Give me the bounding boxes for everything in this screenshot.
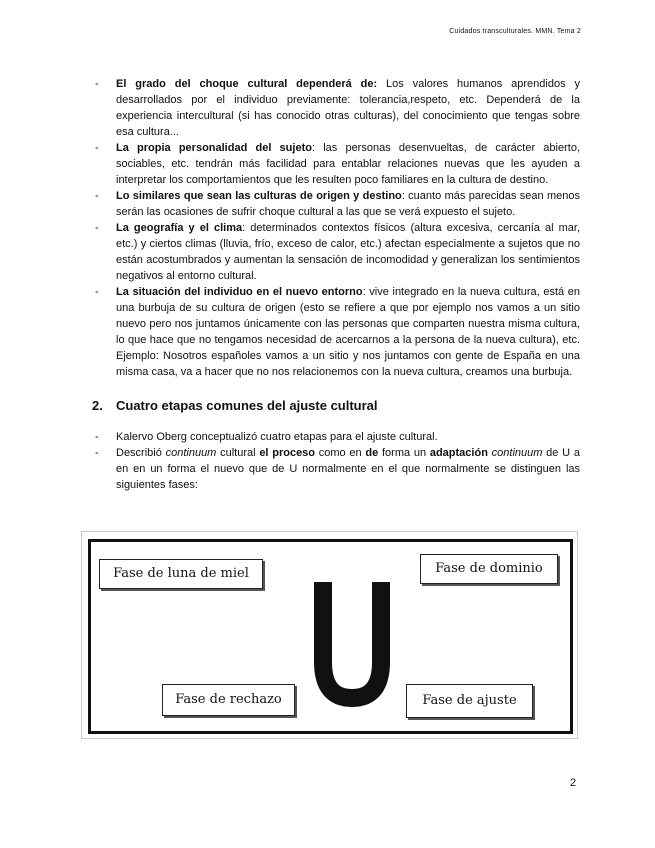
u-curve-figure xyxy=(81,531,578,739)
section-title: Cuatro etapas comunes del ajuste cultural xyxy=(116,398,378,413)
list-item: - Lo similares que sean las culturas de origen y destino: cuanto más parecidas sean menos serán las ocasiones de sufrir choque cultural a las que se verá expuesto el sujeto. xyxy=(95,190,580,218)
running-header: Cuidados transculturales. MMN. Tema 2 xyxy=(449,28,581,35)
list-item: - El grado del choque cultural dependerá de: Los valores humanos aprendidos y desarrollados por el individuo previamente: tolerancia,respeto, etc. Dependerá de la experiencia intercultural (si has conocido otras culturas), del conocimiento que tengas sobre esa cultura... xyxy=(95,78,580,138)
item-text: : vive integrado en la nueva cultura, está en una burbuja de su cultura de origen (esto se refiere a que por ejemplo nos vamos a un sitio nuevo pero nos juntamos únicamente con las personas que comparten nuestra misma cultura, lo que hace que no tengamos necesidad de acercarnos a la persona de la nueva cultura), etc. Ejemplo: Nosotros españoles vamos a un sitio y nos juntamos con gente de España en una misma casa, va a hacer que no nos relacionemos con la nueva cultura, creamos una burbuja. xyxy=(116,286,580,378)
figure-frame xyxy=(88,539,573,734)
list-item: - La situación del individuo en el nuevo entorno: vive integrado en la nueva cultura, está en una burbuja de su cultura de origen (esto se refiere a que por ejemplo nos vamos a un sitio nuevo pero nos juntamos únicamente con las personas que comparten nuestra misma cultura, lo que hace que no tengamos necesidad de acercarnos a la persona de la nueva cultura), etc. Ejemplo: Nosotros españoles vamos a un sitio y nos juntamos con gente de España en una misma casa, va a hacer que no nos relacionemos con la nueva cultura, creamos una burbuja. xyxy=(95,286,580,378)
phase-rejection-box: Fase de rechazo xyxy=(162,684,295,716)
u-curve-letter xyxy=(309,578,395,708)
list-item: - Kalervo Oberg conceptualizó cuatro etapas para el ajuste cultural. xyxy=(95,431,438,443)
list-item: - Describió continuum cultural el proceso como en de forma un adaptación continuum de U a en en un forma el nuevo que de U normalmente en el que normalmente se distinguen las siguientes fases: xyxy=(95,447,580,491)
section-number: 2. xyxy=(92,398,103,413)
item-text: : las personas desenvueltas, de carácter abierto, sociables, etc. tendrán más facilidad para entablar relaciones nuevas que les ayuden a interpretar los comportamientos que les resulten poco familiares en la cultura de destino. xyxy=(116,142,580,186)
factors-list xyxy=(92,76,580,380)
phase-adjustment-box: Fase de ajuste xyxy=(406,684,533,718)
list-item: - La geografía y el clima: determinados contextos físicos (altura excesiva, cercanía al mar, etc.) y ciertos climas (lluvia, frío, exceso de calor, etc.) afectan especialmente a sujetos que no están acostumbrados y aumentan la sensación de incomodidad y generalizan los sentimientos negativos al entorno cultural. xyxy=(95,222,581,282)
item-term: La geografía y el clima xyxy=(116,222,243,234)
stages-list xyxy=(92,429,580,493)
phase-mastery-box: Fase de dominio xyxy=(420,554,558,584)
page-content xyxy=(92,76,580,493)
item-text: Kalervo Oberg conceptualizó cuatro etapas para el ajuste cultural. xyxy=(116,431,438,443)
item-term: La situación del individuo en el nuevo entorno xyxy=(116,286,363,298)
phase-honeymoon-box: Fase de luna de miel xyxy=(99,559,263,589)
section-heading xyxy=(92,398,580,413)
list-item: - La propia personalidad del sujeto: las personas desenvueltas, de carácter abierto, sociables, etc. tendrán más facilidad para entablar relaciones nuevas que les ayuden a interpretar los comportamientos que les resulten poco familiares en la cultura de destino. xyxy=(95,142,580,186)
page-number: 2 xyxy=(570,777,577,789)
item-text: Los valores humanos aprendidos y desarrollados por el individuo previamente: tolerancia,respeto, etc. Dependerá de la experiencia intercultural (si has conocido otras culturas), del conocimiento que tengas sobre esa cultura... xyxy=(116,78,580,138)
item-term: El grado del choque cultural dependerá de: xyxy=(116,78,378,90)
item-text: : determinados contextos físicos (altura excesiva, cercanía al mar, etc.) y ciertos climas (lluvia, frío, exceso de calor, etc.) afectan especialmente a sujetos que no están acostumbrados y aumentan la sensación de incomodidad y generalizan los sentimientos negativos al entorno cultural. xyxy=(116,222,581,282)
item-term: Lo similares que sean las culturas de origen y destino xyxy=(116,190,402,202)
item-term: La propia personalidad del sujeto xyxy=(116,142,312,154)
item-text: : cuanto más parecidas sean menos serán las ocasiones de sufrir choque cultural a las que se verá expuesto el sujeto. xyxy=(116,190,580,218)
